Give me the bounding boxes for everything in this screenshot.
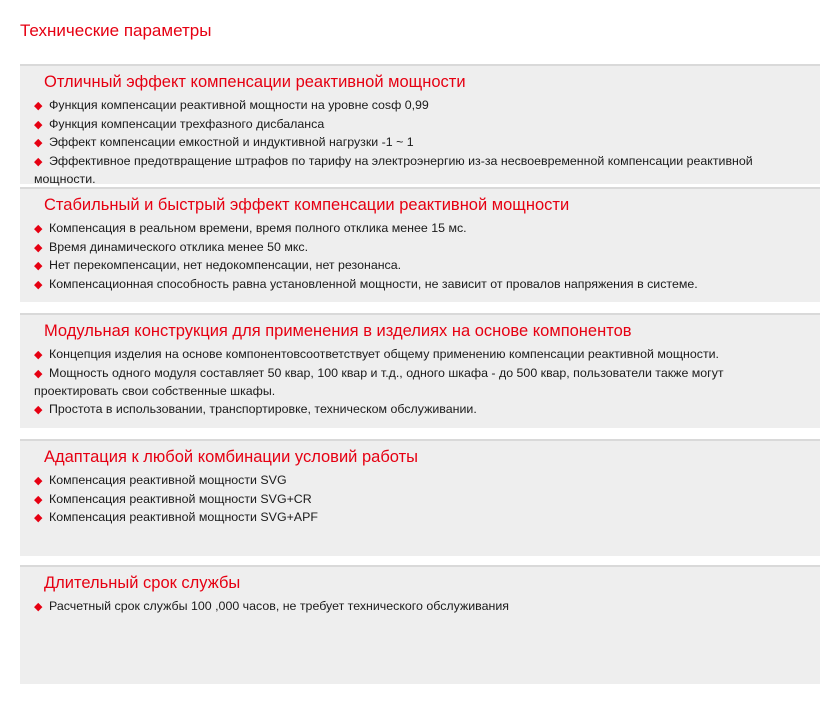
section-title: Отличный эффект компенсации реактивной мощности bbox=[44, 73, 466, 91]
red-diamond-bullet-icon: ◆ bbox=[34, 349, 43, 361]
list-item-text: Компенсационная способность равна установленной мощности, не зависит от провалов напряжения в системе. bbox=[49, 276, 698, 291]
list-item bbox=[34, 401, 806, 420]
red-diamond-bullet-icon: ◆ bbox=[34, 241, 43, 254]
list-item bbox=[34, 598, 806, 617]
section-item-list bbox=[34, 97, 806, 189]
section-item-list bbox=[34, 598, 806, 617]
list-item-text: Мощность одного модуля составляет 50 квар, 100 квар и т.д., одного шкафа - до 500 квар, пользователи также могут проектировать свои собственные шкафы. bbox=[34, 365, 724, 398]
red-diamond-bullet-icon: ◆ bbox=[34, 223, 43, 235]
list-item-text: Концепция изделия на основе компонентовсоответствует общему применению компенсации реактивной мощности. bbox=[49, 347, 719, 361]
red-diamond-bullet-icon: ◆ bbox=[34, 260, 43, 272]
section-panel bbox=[20, 565, 820, 684]
section-panel bbox=[20, 187, 820, 302]
list-item-text: Нет перекомпенсации, нет недокомпенсации, нет резонанса. bbox=[49, 258, 402, 272]
section-title: Стабильный и быстрый эффект компенсации реактивной мощности bbox=[44, 196, 570, 214]
section-panel bbox=[20, 439, 820, 556]
section-item-list bbox=[34, 472, 806, 528]
red-diamond-bullet-icon: ◆ bbox=[34, 367, 43, 380]
list-item bbox=[34, 257, 806, 276]
list-item bbox=[34, 134, 806, 153]
section-panel bbox=[20, 64, 820, 184]
red-diamond-bullet-icon: ◆ bbox=[34, 493, 43, 506]
list-item-text: Расчетный срок службы 100 ,000 часов, не требует технического обслуживания bbox=[49, 599, 509, 613]
list-item-text: Время динамического отклика менее 50 мкс. bbox=[49, 239, 309, 254]
list-item-text: Функция компенсации реактивной мощности на уровне cosф 0,99 bbox=[49, 98, 429, 112]
list-item-text: Компенсация в реальном времени, время полного отклика менее 15 мс. bbox=[49, 221, 467, 235]
section-item-list bbox=[34, 220, 806, 294]
list-item bbox=[34, 97, 806, 116]
red-diamond-bullet-icon: ◆ bbox=[34, 278, 43, 291]
list-item bbox=[34, 509, 806, 528]
list-item bbox=[34, 153, 806, 189]
list-item-text: Функция компенсации трехфазного дисбаланса bbox=[49, 116, 325, 131]
page-title: Технические параметры bbox=[20, 21, 212, 40]
list-item bbox=[34, 472, 806, 491]
red-diamond-bullet-icon: ◆ bbox=[34, 100, 43, 112]
list-item-text: Простота в использовании, транспортировке, техническом обслуживании. bbox=[49, 401, 477, 416]
section-title: Модульная конструкция для применения в изделиях на основе компонентов bbox=[44, 322, 632, 340]
red-diamond-bullet-icon: ◆ bbox=[34, 512, 43, 524]
list-item-text: Компенсация реактивной мощности SVG+APF bbox=[49, 510, 318, 524]
red-diamond-bullet-icon: ◆ bbox=[34, 475, 43, 487]
section-item-list bbox=[34, 346, 806, 419]
red-diamond-bullet-icon: ◆ bbox=[34, 403, 43, 416]
section-title: Длительный срок службы bbox=[44, 574, 241, 592]
red-diamond-bullet-icon: ◆ bbox=[34, 601, 43, 613]
red-diamond-bullet-icon: ◆ bbox=[34, 118, 43, 131]
list-item-text: Эффект компенсации емкостной и индуктивной нагрузки -1 ~ 1 bbox=[49, 135, 414, 149]
red-diamond-bullet-icon: ◆ bbox=[34, 137, 43, 149]
red-diamond-bullet-icon: ◆ bbox=[34, 155, 43, 168]
list-item-text: Компенсация реактивной мощности SVG bbox=[49, 473, 287, 487]
section-panel bbox=[20, 313, 820, 428]
list-item-text: Компенсация реактивной мощности SVG+CR bbox=[49, 491, 312, 506]
list-item bbox=[34, 365, 806, 401]
list-item bbox=[34, 346, 806, 365]
list-item-text: Эффективное предотвращение штрафов по тарифу на электроэнергию из-за несвоевременной компенсации реактивной мощности. bbox=[34, 153, 753, 186]
section-title: Адаптация к любой комбинации условий работы bbox=[44, 448, 418, 466]
list-item bbox=[34, 276, 806, 295]
list-item bbox=[34, 491, 806, 510]
list-item bbox=[34, 220, 806, 239]
list-item bbox=[34, 116, 806, 135]
list-item bbox=[34, 239, 806, 258]
